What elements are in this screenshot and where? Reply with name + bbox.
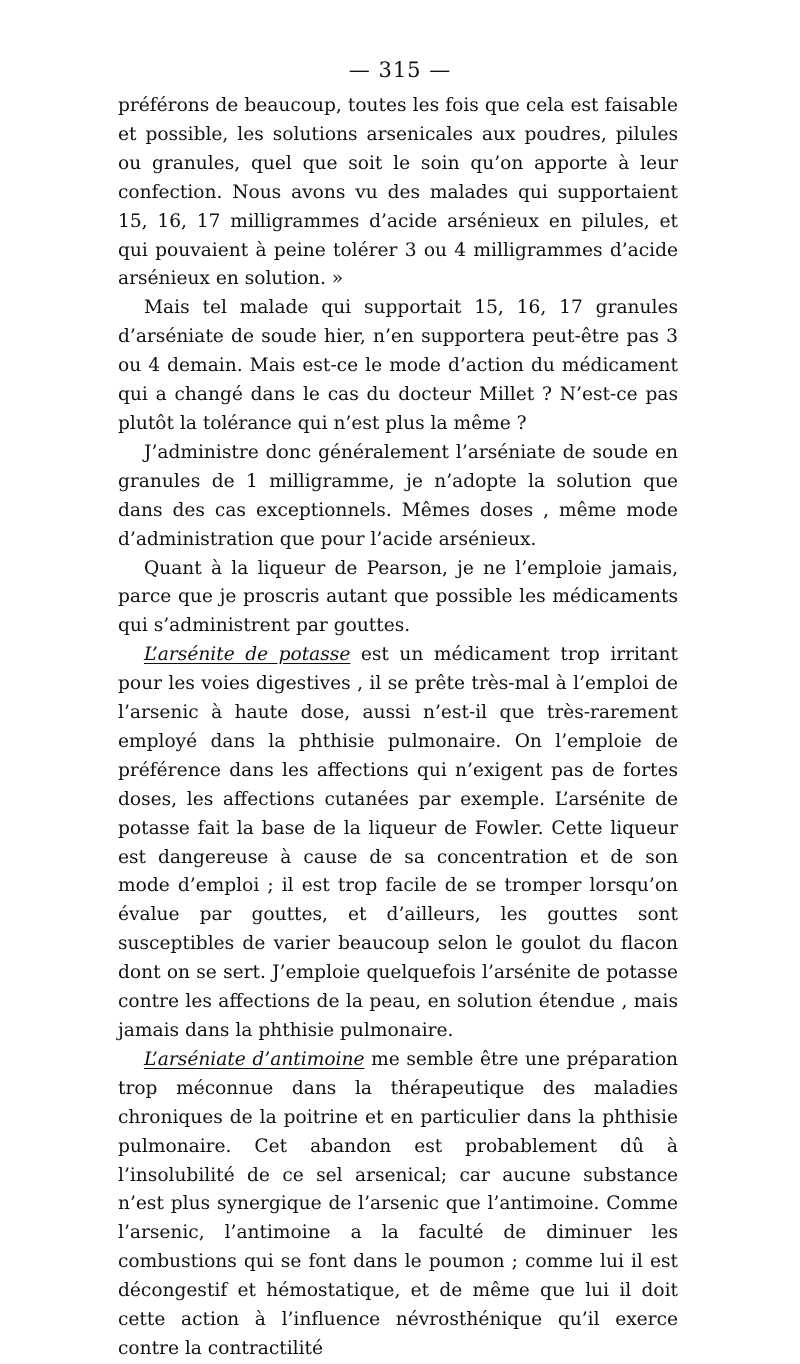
paragraph-text: Mais tel malade qui supportait 15, 16, 17 granules d’arséniate de soude hier, n’en supportera peut-être pas 3 ou 4 demain. Mais est-ce le mode d’action du médicament qui a changé dans le cas du docteur Millet ? N’est-ce pas plutôt la tolérance qui n’est plus la même ? <box>118 297 678 434</box>
paragraph-text: Quant à la liqueur de Pearson, je ne l’emploie jamais, parce que je proscris autant que possible les médicaments qui s’administrent par gouttes. <box>118 557 678 637</box>
paragraph <box>118 641 678 1046</box>
italic-term-arsenite-de-potasse: L’arsénite de potasse <box>144 644 351 666</box>
paragraph-text: me semble être une préparation trop méconnue dans la thérapeutique des maladies chroniques de la poitrine et en particulier dans la phthisie pulmonaire. Cet abandon est probablement dû à l’insolubilité de ce sel arsenical; car aucune substance n’est plus synergique de l’arsenic que l’antimoine. Comme l’arsenic, l’antimoine a la faculté de diminuer les combustions qui se font dans le poumon ; comme lui il est décongestif et hémostatique, et de même que lui il doit cette action à l’influence névrosthénique qu’il exerce contre la contractilité <box>118 1048 678 1359</box>
body-text <box>118 92 678 1364</box>
paragraph-text: J’administre donc généralement l’arséniate de soude en granules de 1 milligramme, je n’adopte la solution que dans des cas exceptionnels. Mêmes doses , même mode d’administration que pour l’acide arsénieux. <box>118 441 678 550</box>
paragraph <box>118 439 678 555</box>
paragraph <box>118 92 678 294</box>
page-number: — 315 — <box>348 58 452 82</box>
paragraph-text: est un médicament trop irritant pour les voies digestives , il se prête très-mal à l’emploi de l’arsenic à haute dose, aussi n’est-il que très-rarement employé dans la phthisie pulmonaire. On l’emploie de préférence dans les affections qui n’exigent pas de fortes doses, les affections cutanées par exemple. L’arsénite de potasse fait la base de la liqueur de Fowler. Cette liqueur est dangereuse à cause de sa concentration et de son mode d’emploi ; il est trop facile de se tromper lorsqu’on évalue par gouttes, et d’ailleurs, les gouttes sont susceptibles de varier beaucoup selon le goulot du flacon dont on se sert. J’emploie quelquefois l’arsénite de potasse contre les affections de la peau, en solution étendue , mais jamais dans la phthisie pulmonaire. <box>118 644 679 1041</box>
paragraph <box>118 1046 678 1364</box>
paragraph <box>118 555 678 642</box>
paragraph-text: préférons de beaucoup, toutes les fois que cela est faisable et possible, les solutions arsenicales aux poudres, pilules ou granules, quel que soit le soin qu’on apporte à leur confection. Nous avons vu des malades qui supportaient 15, 16, 17 milligrammes d’acide arsénieux en pilules, et qui pouvaient à peine tolérer 3 ou 4 milligrammes d’acide arsénieux en solution. » <box>118 95 678 290</box>
italic-term-arseniate-d-antimoine: L’arséniate d’antimoine <box>144 1048 365 1070</box>
paragraph <box>118 294 678 439</box>
